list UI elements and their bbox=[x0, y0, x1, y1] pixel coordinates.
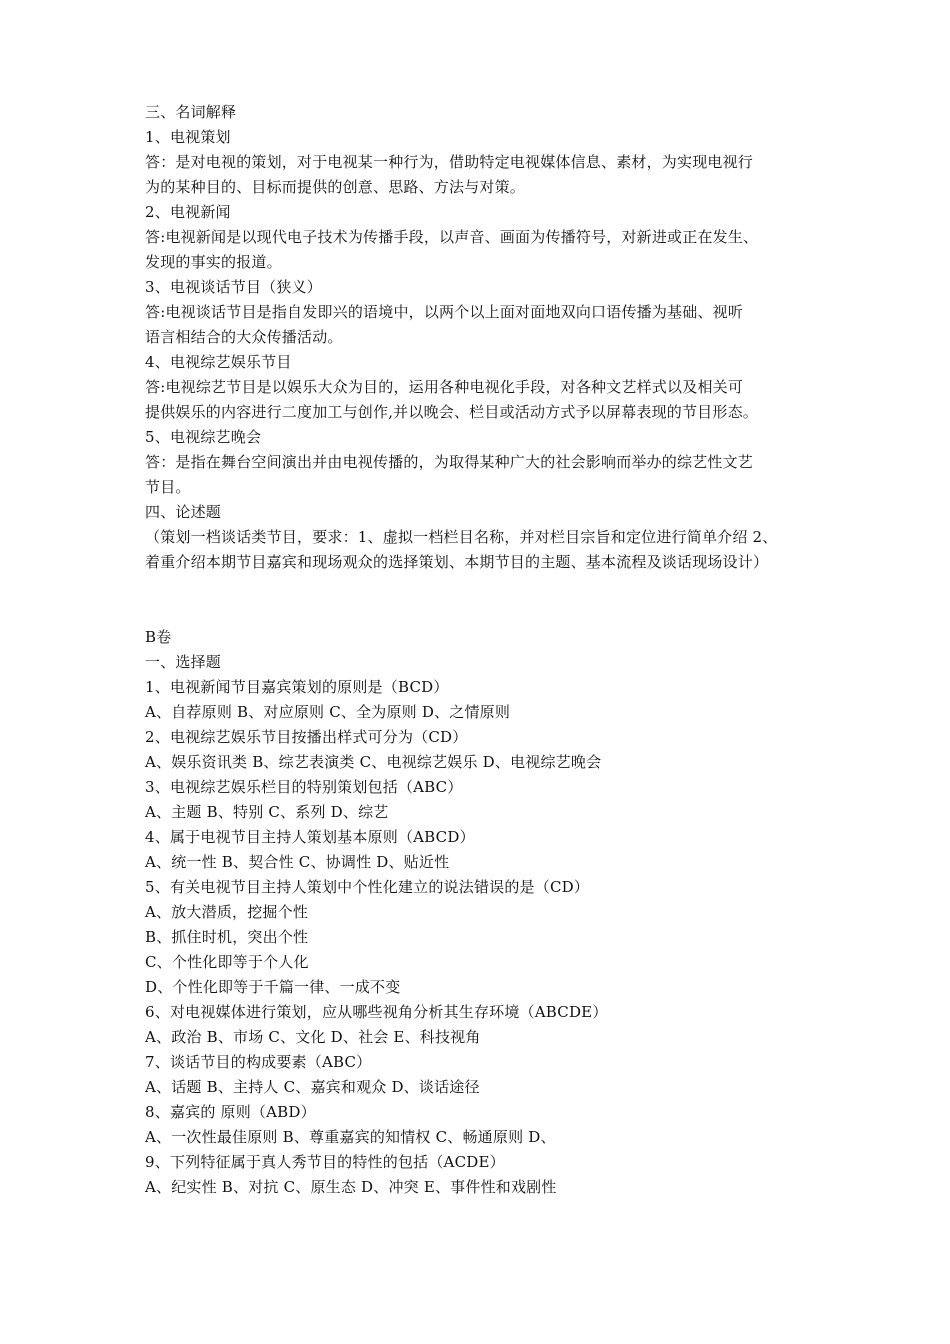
section_b-line: A、自荐原则 B、对应原则 C、全为原则 D、之情原则 bbox=[145, 703, 511, 721]
section_b-line: 2、电视综艺娱乐节目按播出样式可分为（CD） bbox=[145, 728, 468, 746]
section_a-line: 为的某种目的、目标而提供的创意、思路、方法与对策。 bbox=[145, 178, 526, 196]
section-gap bbox=[145, 575, 825, 625]
section_a-line: 提供娱乐的内容进行二度加工与创作,并以晚会、栏目或活动方式予以屏幕表现的节目形态。 bbox=[145, 403, 758, 421]
section_b-line: 7、谈话节目的构成要素（ABC） bbox=[145, 1053, 372, 1071]
section_b-line: 1、电视新闻节目嘉宾策划的原则是（BCD） bbox=[145, 678, 449, 696]
section_a-line: 发现的事实的报道。 bbox=[145, 253, 282, 271]
section_b-line: 5、有关电视节目主持人策划中个性化建立的说法错误的是（CD） bbox=[145, 878, 590, 896]
section_a-line: 答：是指在舞台空间演出并由电视传播的，为取得某种广大的社会影响而举办的综艺性文艺 bbox=[145, 453, 754, 471]
section_b-line: A、统一性 B、契合性 C、协调性 D、贴近性 bbox=[145, 853, 450, 871]
section_b-line: 一、选择题 bbox=[145, 653, 222, 671]
section_b-line: A、放大潜质，挖掘个性 bbox=[145, 903, 309, 921]
section_a-line: 5、电视综艺晚会 bbox=[145, 428, 262, 446]
section-b bbox=[145, 625, 825, 1200]
section_b-line: A、纪实性 B、对抗 C、原生态 D、冲突 E、事件性和戏剧性 bbox=[145, 1178, 557, 1196]
section_a-line: （策划一档谈话类节目，要求：1、虚拟一档栏目名称，并对栏目宗旨和定位进行简单介绍 2、 bbox=[145, 528, 778, 546]
section_b-line: 6、对电视媒体进行策划，应从哪些视角分析其生存环境（ABCDE） bbox=[145, 1003, 608, 1021]
section_a-line: 1、电视策划 bbox=[145, 128, 231, 146]
section_a-line: 答:电视谈话节目是指自发即兴的语境中，以两个以上面对面地双向口语传播为基础、视听 bbox=[145, 303, 744, 321]
section_a-line: 2、电视新闻 bbox=[145, 203, 231, 221]
section_a-line: 三、名词解释 bbox=[145, 103, 237, 121]
section_b-line: A、政治 B、市场 C、文化 D、社会 E、科技视角 bbox=[145, 1028, 481, 1046]
section_a-line: 着重介绍本期节目嘉宾和现场观众的选择策划、本期节目的主题、基本流程及谈话现场设计） bbox=[145, 553, 769, 571]
section_b-line: D、个性化即等于千篇一律、一成不变 bbox=[145, 978, 401, 996]
section_b-line: B卷 bbox=[145, 628, 172, 646]
section_b-line: 9、下列特征属于真人秀节目的特性的包括（ACDE） bbox=[145, 1153, 505, 1171]
section_b-line: 3、电视综艺娱乐栏目的特别策划包括（ABC） bbox=[145, 778, 463, 796]
section_a-line: 四、论述题 bbox=[145, 503, 222, 521]
section_b-line: 4、属于电视节目主持人策划基本原则（ABCD） bbox=[145, 828, 475, 846]
section-a bbox=[145, 100, 825, 575]
section_b-line: A、话题 B、主持人 C、嘉宾和观众 D、谈话途径 bbox=[145, 1078, 480, 1096]
section_a-line: 节目。 bbox=[145, 478, 191, 496]
section_a-line: 语言相结合的大众传播活动。 bbox=[145, 328, 343, 346]
section_a-line: 答：是对电视的策划，对于电视某一种行为，借助特定电视媒体信息、素材，为实现电视行 bbox=[145, 153, 754, 171]
section_b-line: A、娱乐资讯类 B、综艺表演类 C、电视综艺娱乐 D、电视综艺晚会 bbox=[145, 753, 602, 771]
section_b-line: A、主题 B、特别 C、系列 D、综艺 bbox=[145, 803, 389, 821]
section_a-line: 答:电视新闻是以现代电子技术为传播手段，以声音、画面为传播符号，对新进或正在发生、 bbox=[145, 228, 759, 246]
section_a-line: 4、电视综艺娱乐节目 bbox=[145, 353, 292, 371]
section_b-line: B、抓住时机，突出个性 bbox=[145, 928, 309, 946]
document-content bbox=[145, 100, 825, 1200]
section_b-line: A、一次性最佳原则 B、尊重嘉宾的知情权 C、畅通原则 D、 bbox=[145, 1128, 556, 1146]
section_a-line: 3、电视谈话节目（狭义） bbox=[145, 278, 322, 296]
section_a-line: 答:电视综艺节目是以娱乐大众为目的，运用各种电视化手段，对各种文艺样式以及相关可 bbox=[145, 378, 744, 396]
section_b-line: 8、嘉宾的 原则（ABD） bbox=[145, 1103, 316, 1121]
section_b-line: C、个性化即等于个人化 bbox=[145, 953, 309, 971]
